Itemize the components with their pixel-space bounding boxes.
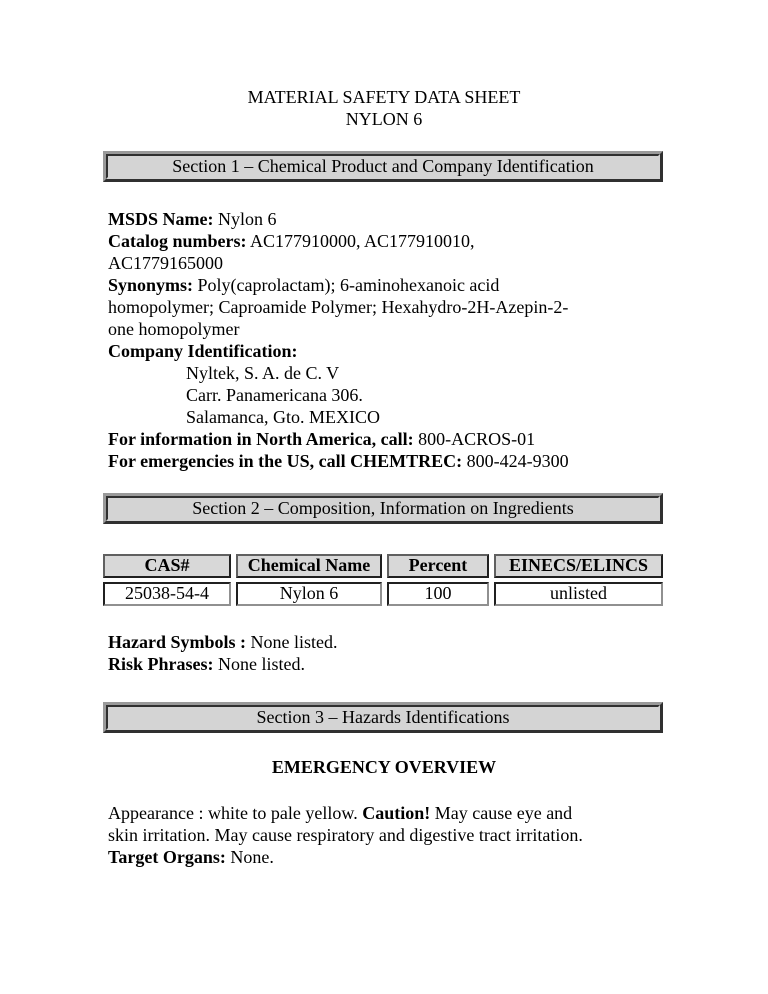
table-header-cell: EINECS/ELINCS xyxy=(494,554,663,578)
caution-label: Caution! xyxy=(362,803,431,823)
emergency-info-line xyxy=(108,450,569,472)
target-organs-value: None. xyxy=(225,847,274,867)
company-address-line: Nyltek, S. A. de C. V xyxy=(186,363,340,383)
catalog-line xyxy=(108,230,475,252)
section-2-title: Section 2 – Composition, Information on Ingredients xyxy=(192,498,574,518)
synonyms-label: Synonyms: xyxy=(108,275,194,295)
appearance-line xyxy=(108,802,572,824)
hazard-symbols-line xyxy=(108,631,338,653)
section-3-title: Section 3 – Hazards Identifications xyxy=(256,707,510,727)
target-organs-label: Target Organs: xyxy=(108,847,226,867)
emergency-overview-heading: EMERGENCY OVERVIEW xyxy=(271,757,497,777)
emergency-phone: 800-424-9300 xyxy=(462,451,569,471)
synonyms-value: Poly(caprolactam); 6-aminohexanoic acid xyxy=(193,275,500,295)
document-subtitle: NYLON 6 xyxy=(345,109,423,129)
target-organs-line xyxy=(108,846,274,868)
risk-phrases-line xyxy=(108,653,305,675)
table-header-cell: CAS# xyxy=(103,554,231,578)
section-3-header xyxy=(103,702,663,733)
catalog-value: AC177910000, AC177910010, xyxy=(246,231,475,251)
section-1-title: Section 1 – Chemical Product and Company Identification xyxy=(172,156,594,176)
synonyms-line-3: one homopolymer xyxy=(108,319,240,339)
table-header-cell: Percent xyxy=(387,554,489,578)
company-label-line xyxy=(108,340,298,362)
risk-phrases-value: None listed. xyxy=(213,654,306,674)
company-address-line: Salamanca, Gto. MEXICO xyxy=(186,407,380,427)
company-address-line: Carr. Panamericana 306. xyxy=(186,385,363,405)
catalog-label: Catalog numbers: xyxy=(108,231,247,251)
table-cell-percent: 100 xyxy=(387,582,489,606)
north-america-label: For information in North America, call: xyxy=(108,429,414,449)
caution-text: May cause eye and xyxy=(430,803,573,823)
appearance-line-2: skin irritation. May cause respiratory and digestive tract irritation. xyxy=(108,825,583,845)
table-cell-einecs: unlisted xyxy=(494,582,663,606)
hazard-symbols-value: None listed. xyxy=(246,632,338,652)
table-cell-cas: 25038-54-4 xyxy=(103,582,231,606)
north-america-info-line xyxy=(108,428,535,450)
company-label: Company Identification: xyxy=(108,341,298,361)
section-2-header xyxy=(103,493,663,524)
emergency-label: For emergencies in the US, call CHEMTREC: xyxy=(108,451,463,471)
msds-name-line xyxy=(108,208,277,230)
risk-phrases-label: Risk Phrases: xyxy=(108,654,214,674)
msds-name-label: MSDS Name: xyxy=(108,209,214,229)
appearance-text: Appearance : white to pale yellow. xyxy=(108,803,363,823)
document-title: MATERIAL SAFETY DATA SHEET xyxy=(247,87,521,107)
north-america-phone: 800-ACROS-01 xyxy=(413,429,536,449)
msds-name-value: Nylon 6 xyxy=(213,209,277,229)
synonyms-line-2: homopolymer; Caproamide Polymer; Hexahydro-2H-Azepin-2- xyxy=(108,297,569,317)
section-1-header xyxy=(103,151,663,182)
table-header-cell: Chemical Name xyxy=(236,554,382,578)
catalog-line-2: AC1779165000 xyxy=(108,253,224,273)
hazard-symbols-label: Hazard Symbols : xyxy=(108,632,247,652)
table-cell-name: Nylon 6 xyxy=(236,582,382,606)
synonyms-line xyxy=(108,274,499,296)
